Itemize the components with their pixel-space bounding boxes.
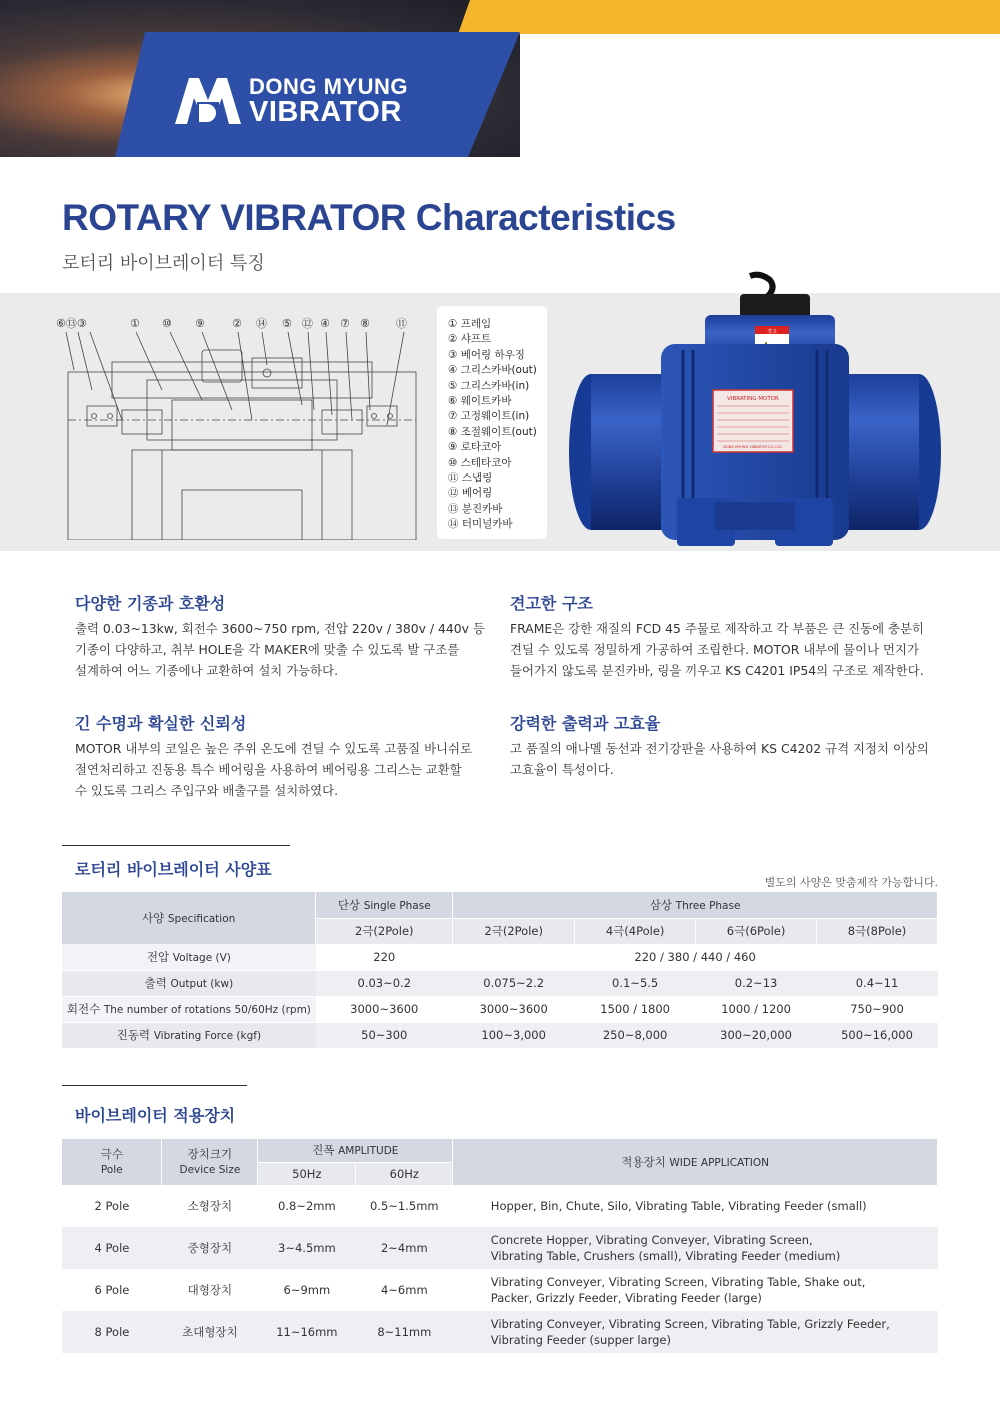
table-row [62,970,938,996]
spec-section-rule [62,845,290,846]
feature-title-structure: 견고한 구조 [510,594,593,613]
cell: 0.1~5.5 [575,970,696,996]
feature-line: MOTOR 내부의 코일은 높은 주위 온도에 견딜 수 있도록 고품질 바니쉬로 [75,741,472,756]
callout-4: ④ [320,317,330,330]
legend-item: ④ 그리스카바(out) [448,364,537,377]
feature-line: 절연처리하고 진동용 특수 베어링을 사용하여 베어링용 그리스는 교환할 [75,762,462,777]
vibrator-motor-image [565,270,945,552]
callout-12: ⑫ [302,317,313,330]
cell: 0.03~0.2 [316,970,453,996]
table-row [62,1227,938,1269]
cell: 2 Pole [94,1199,130,1213]
callout-1: ① [130,317,140,330]
cell: Vibrating Conveyer, Vibrating Screen, Vibrating Table, Shake out, Packer, Grizzly Feeder, Vibrating Feeder (large) [490,1275,866,1305]
pole-header: 2극(2Pole) [316,918,453,944]
cell: 6~9mm [283,1283,331,1297]
app-section-rule [62,1085,247,1086]
header-banner [0,0,1000,160]
plate-title: VIBRATING MOTOR [727,396,779,402]
cell: 2~4mm [356,1227,453,1269]
cell: 1000 / 1200 [696,996,817,1022]
brand-name-line2: VIBRATOR [249,96,402,128]
pole-header: 4극(4Pole) [575,918,696,944]
hz50-header: 50Hz [258,1162,356,1185]
feature-body-structure [510,618,940,681]
feature-title-efficiency: 강력한 출력과 고효율 [510,714,661,733]
brand-name-line1: DONG MYUNG [249,74,408,99]
legend-item: ⑫ 베어링 [448,487,493,500]
legend-item: ⑤ 그리스카바(in) [448,379,530,392]
hz60-header: 60Hz [356,1162,453,1185]
feature-line: 고효율이 특성이다. [510,762,614,777]
spec-header: 사양 Specification [62,892,316,944]
feature-line: 고 품질의 애나멜 동선과 전기강판을 사용하여 KS C4202 규격 지정치 이상의 [510,741,929,756]
application-table [62,1139,938,1353]
cell: Concrete Hopper, Vibrating Conveyer, Vibrating Screen, Vibrating Table, Crushers (small), Vibrating Feeder (medium) [453,1227,938,1269]
cell: 0.075~2.2 [453,970,575,996]
pole-header: 2극(2Pole) [453,918,575,944]
cell: 300~20,000 [696,1022,817,1048]
cell: Hopper, Bin, Chute, Silo, Vibrating Table, Vibrating Feeder (small) [490,1199,867,1213]
warning-label: 경고 [767,329,777,335]
row-label: 진동력 Vibrating Force (kgf) [62,1022,316,1048]
callout-6-13-3: ⑥⑬③ [56,317,87,330]
table-row [62,1185,938,1227]
cell: 0.2~13 [696,970,817,996]
cell: 중형장치 [162,1227,258,1269]
cell: 500~16,000 [817,1022,938,1048]
legend-item: ⑧ 조절웨이트(out) [448,425,537,438]
feature-line: FRAME은 강한 재질의 FCD 45 주물로 제작하고 각 부품은 큰 진동에 충분히 [510,621,924,636]
table-row [62,944,938,970]
cell: 0.5~1.5mm [370,1199,439,1213]
callout-5: ⑤ [282,317,292,330]
legend-item: ⑭ 터미널카바 [448,518,513,531]
cell: 0.4~11 [817,970,938,996]
table-row [62,1269,938,1311]
cell: 8~11mm [356,1311,453,1353]
legend-item: ⑥ 웨이트카바 [448,395,512,408]
cell: 0.8~2mm [278,1199,336,1213]
cell: Vibrating Conveyer, Vibrating Screen, Vibrating Table, Grizzly Feeder, Vibrating Feeder (supper large) [453,1311,938,1353]
cross-section-diagram [52,310,432,540]
spec-note: 별도의 사양은 맞춤제작 가능합니다. [764,876,938,889]
wide-app-header: 적용장치 WIDE APPLICATION [453,1139,938,1185]
spec-section-title: 로터리 바이브레이터 사양표 [75,860,272,879]
feature-line: 설계하여 어느 기종에나 교환하여 설치 가능하다. [75,663,339,678]
cell: 220 [316,944,453,970]
cell: 4~6mm [380,1283,428,1297]
feature-body-reliability [75,738,505,801]
cell: 100~3,000 [453,1022,575,1048]
feature-body-efficiency [510,738,940,780]
cell: 6 Pole [94,1283,130,1297]
callout-2: ② [232,317,242,330]
cell: 3000~3600 [453,996,575,1022]
row-label: 출력 Output (kw) [62,970,316,996]
cell: 50~300 [316,1022,453,1048]
table-row [62,996,938,1022]
callout-7: ⑦ [340,317,350,330]
amplitude-header: 진폭 AMPLITUDE [258,1139,453,1162]
callout-8: ⑧ [360,317,370,330]
plate-maker: DONG MYUNG VIBRATOR CO.,LTD. [723,445,783,449]
feature-line: 수 있도록 그리스 주입구와 배출구를 설치하였다. [75,783,339,798]
cell: 8 Pole [62,1311,162,1353]
feature-title-compat: 다양한 기종과 호환성 [75,594,226,613]
legend-item: ⑨ 로타코아 [448,441,502,454]
app-section-title: 바이브레이터 적용장치 [75,1106,236,1125]
page-subtitle: 로터리 바이브레이터 특징 [62,253,265,274]
legend-item: ⑩ 스테타코아 [448,456,512,469]
cell: 초대형장치 [162,1311,258,1353]
cell: 3~4.5mm [258,1227,356,1269]
pole-col-header: 극수 Pole [62,1139,162,1185]
callout-9: ⑨ [195,317,205,330]
cell: 11~16mm [258,1311,356,1353]
spec-table [62,892,938,1049]
cell: 대형장치 [187,1283,233,1297]
cell: 220 / 380 / 440 / 460 [453,944,938,970]
page-title: ROTARY VIBRATOR Characteristics [62,197,676,238]
brand-logo-icon [175,78,241,124]
single-phase-header: 단상 Single Phase [316,892,453,918]
pole-header: 6극(6Pole) [696,918,817,944]
feature-body-compat [75,618,505,681]
callout-10: ⑩ [162,317,172,330]
feature-line: 기종이 다양하고, 취부 HOLE을 각 MAKER에 맞출 수 있도록 발 구조를 [75,642,460,657]
three-phase-header: 삼상 Three Phase [453,892,938,918]
feature-line: 출력 0.03~13kw, 회전수 3600~750 rpm, 전압 220v / 380v / 440v 등 [75,621,485,636]
feature-title-reliability: 긴 수명과 확실한 신뢰성 [75,714,247,733]
cell: 750~900 [817,996,938,1022]
legend-item: ② 샤프트 [448,333,492,346]
size-col-header: 장치크기 Device Size [162,1139,258,1185]
cell: 1500 / 1800 [575,996,696,1022]
legend-item: ⑦ 고정웨이트(in) [448,410,530,423]
parts-legend [437,306,547,539]
pole-header: 8극(8Pole) [817,918,938,944]
legend-item: ⑪ 스냅링 [448,472,493,485]
row-label: 회전수 The number of rotations 50/60Hz (rpm) [62,996,316,1022]
cell: 4 Pole [62,1227,162,1269]
row-label: 전압 Voltage (V) [62,944,316,970]
legend-item: ③ 베어링 하우징 [448,348,525,361]
table-row [62,1311,938,1353]
cell: 3000~3600 [316,996,453,1022]
callout-14: ⑭ [256,317,267,330]
feature-line: 들어가지 않도록 분진카바, 링을 끼우고 KS C4201 IP54의 구조로 제작한다. [510,663,924,678]
callout-11: ⑪ [396,317,407,330]
cell: 소형장치 [187,1199,233,1213]
legend-item: ⑬ 분진카바 [448,502,503,515]
feature-line: 견딜 수 있도록 정밀하게 가공하여 조립한다. MOTOR 내부에 물이나 먼지가 [510,642,919,657]
legend-item: ① 프레임 [448,318,492,330]
cell: 250~8,000 [575,1022,696,1048]
table-row [62,1022,938,1048]
